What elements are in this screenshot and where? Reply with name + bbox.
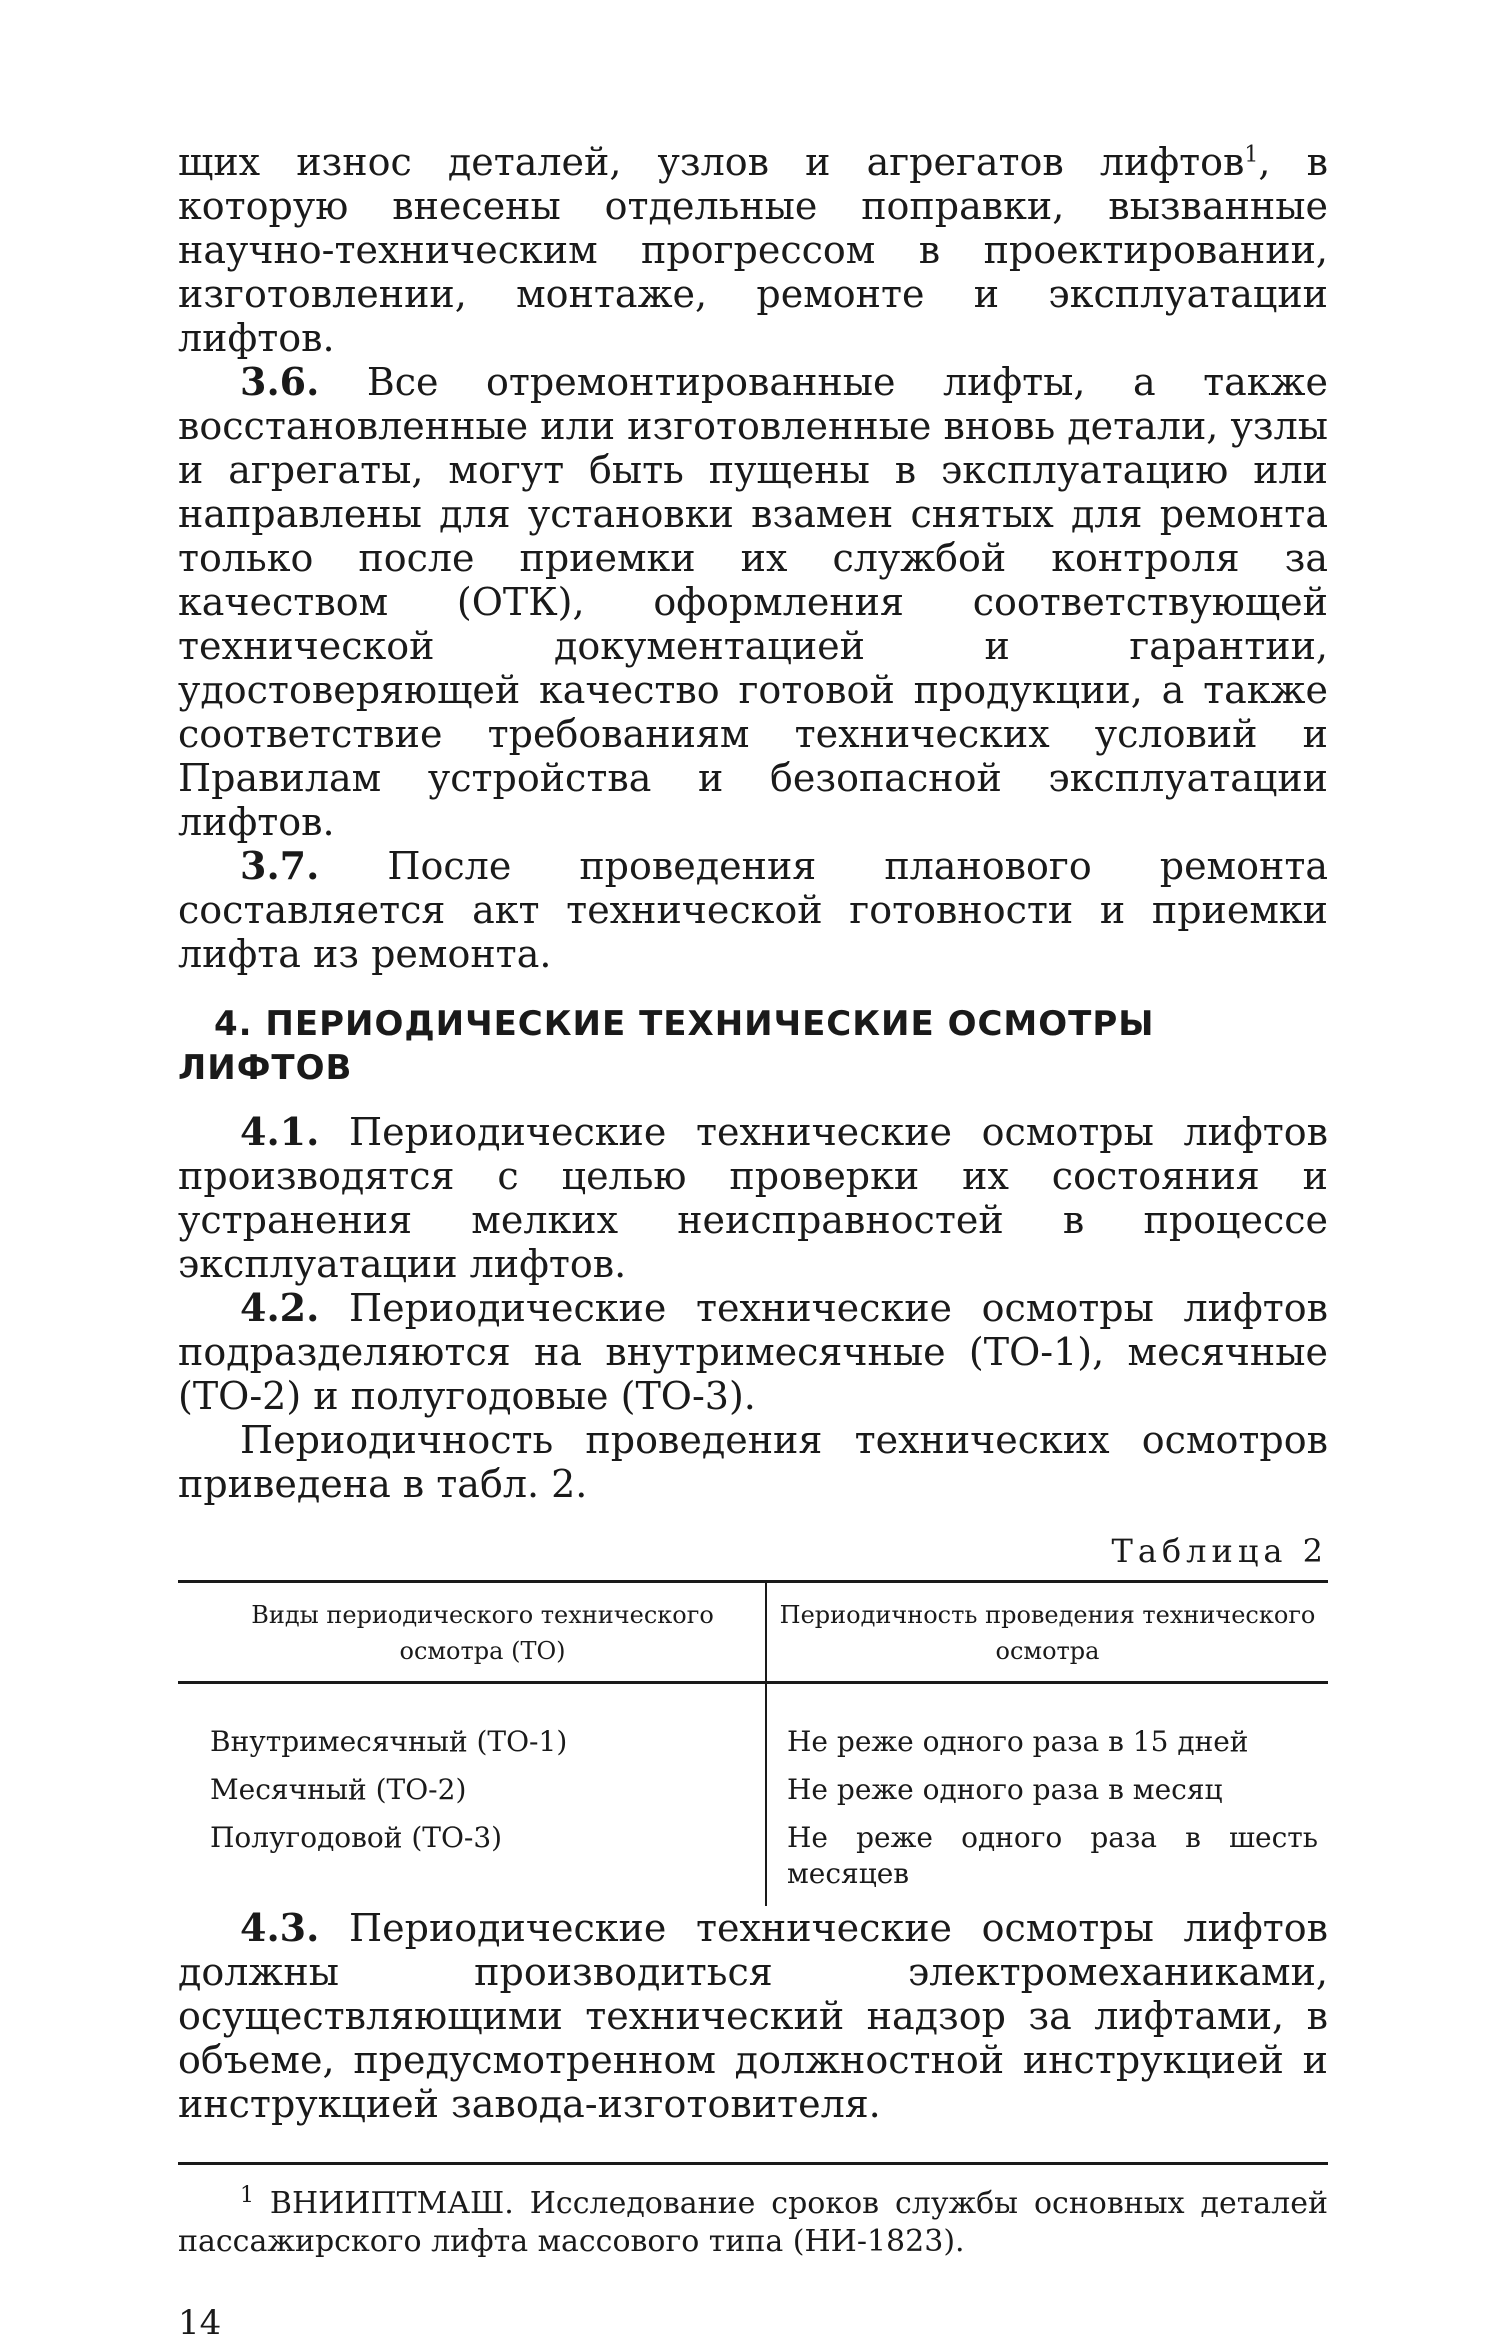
table-row bbox=[178, 1766, 1328, 1814]
table-row bbox=[178, 1814, 1328, 1906]
footnote-reference: 1 bbox=[1244, 142, 1259, 168]
paragraph-table-reference: Периодичность проведения технических осмотров приведена в табл. 2. bbox=[178, 1418, 1328, 1506]
inspection-table bbox=[178, 1580, 1328, 1906]
paragraph-4-1: 4.1. Периодические технические осмотры лифтов производятся с целью проверки их состояния и устранения мелких неисправностей в процессе эксплуатации лифтов. bbox=[178, 1109, 1328, 1286]
table-header-type: Виды периодического технического осмотра (ТО) bbox=[178, 1582, 766, 1683]
document-page bbox=[178, 140, 1328, 2343]
footnote: $^1$ ВНИИПТМАШ. Исследование сроков службы основных деталей пассажирского лифта массового типа (НИ-1823). bbox=[178, 2183, 1328, 2259]
footnote-divider bbox=[178, 2162, 1328, 2165]
paragraph-number: 4.3. bbox=[240, 1905, 320, 1950]
section-heading: 4. ПЕРИОДИЧЕСКИЕ ТЕХНИЧЕСКИЕ ОСМОТРЫ ЛИФТОВ bbox=[178, 1004, 1155, 1088]
table-cell-type: Месячный (ТО-2) bbox=[178, 1766, 766, 1814]
table-cell-frequency: Не реже одного раза в шесть месяцев bbox=[787, 1821, 1318, 1890]
paragraph-4-3: 4.3. Периодические технические осмотры лифтов должны производиться электромеханиками, осуществляющими технический надзор за лифтами, в объеме, предусмотренном должностной инструкцией и инструкцией завода-изготовителя. bbox=[178, 1905, 1328, 2126]
table-caption: Таблица 2 bbox=[1111, 1532, 1328, 1570]
table-cell-type: Внутримесячный (ТО-1) bbox=[178, 1683, 766, 1767]
footnote-mark: 1 bbox=[240, 2183, 254, 2208]
table-header-row bbox=[178, 1582, 1328, 1683]
paragraph-4-2: 4.2. Периодические технические осмотры лифтов подразделяются на внутримесячные (ТО-1), месячные (ТО-2) и полугодовые (ТО-3). bbox=[178, 1285, 1328, 1418]
table-cell-type: Полугодовой (ТО-3) bbox=[178, 1814, 766, 1906]
paragraph-number: 4.2. bbox=[240, 1285, 320, 1330]
paragraph-number: 4.1. bbox=[240, 1109, 320, 1154]
page-number: 14 bbox=[178, 2303, 222, 2343]
table-cell-frequency: Не реже одного раза в месяц bbox=[787, 1773, 1223, 1806]
paragraph-continuation: щих износ деталей, узлов и агрегатов лифтов$^1$, в которую внесены отдельные поправки, вызванные научно-техническим прогрессом в проектировании, изготовлении, монтаже, ремонте и эксплуатации лифтов. bbox=[178, 140, 1328, 360]
table-cell-frequency: Не реже одного раза в 15 дней bbox=[787, 1725, 1249, 1758]
paragraph-number: 3.7. bbox=[240, 843, 320, 888]
paragraph-number: 3.6. bbox=[240, 359, 320, 404]
table-header-frequency: Периодичность проведения технического осмотра bbox=[766, 1582, 1328, 1683]
paragraph-3-6: 3.6. Все отремонтированные лифты, а также восстановленные или изготовленные вновь детали, узлы и агрегаты, могут быть пущены в эксплуатацию или направлены для установки взамен снятых для ремонта только после приемки их службой контроля за качеством (ОТК), оформления соответствующей технической документацией и гарантии, удостоверяющей качество готовой продукции, а также соответствие требованиям технических условий и Правилам устройства и безопасной эксплуатации лифтов. bbox=[178, 359, 1328, 844]
table-row bbox=[178, 1683, 1328, 1767]
paragraph-3-7: 3.7. После проведения планового ремонта составляется акт технической готовности и приемки лифта из ремонта. bbox=[178, 843, 1328, 976]
